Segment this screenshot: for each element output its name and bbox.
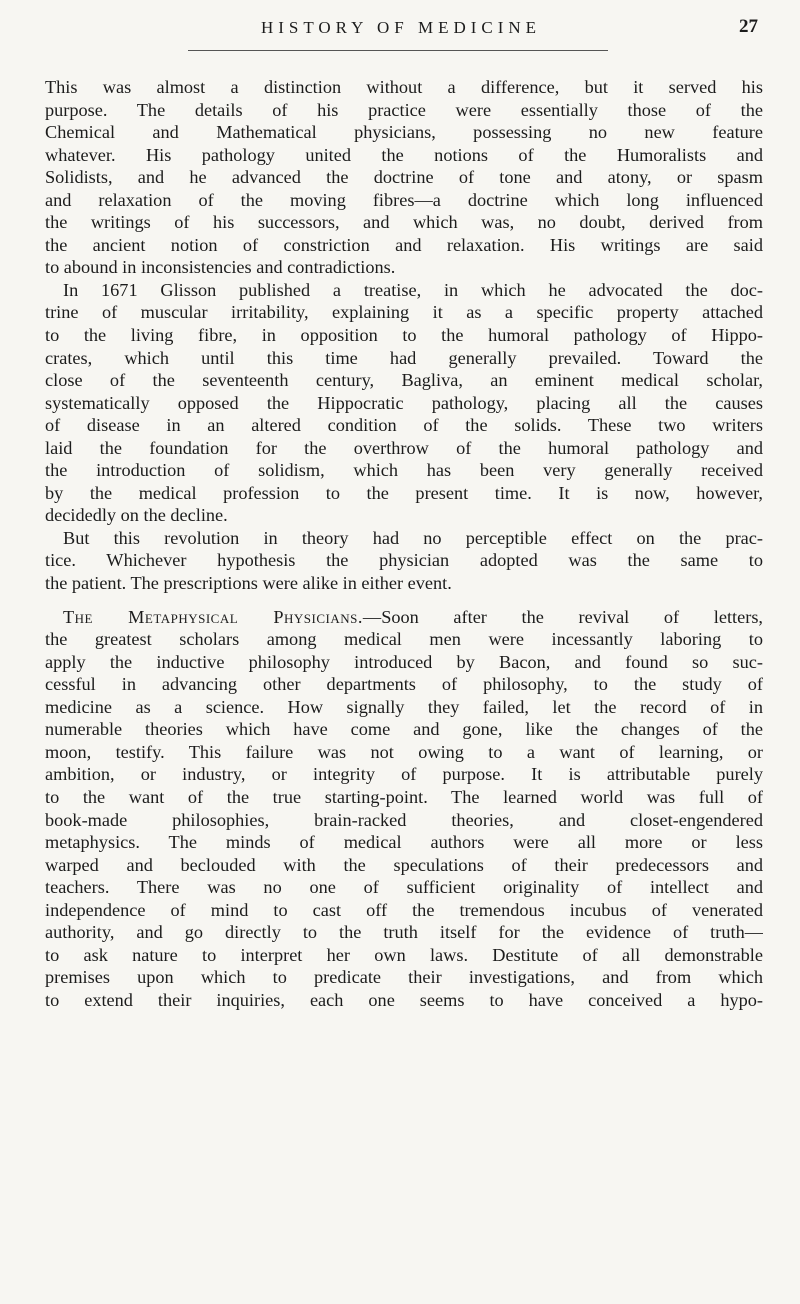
text-line: by the medical profession to the present time. It is now, however,: [45, 482, 763, 503]
text-line: whatever. His pathology united the notions of the Humoralists and: [45, 144, 763, 165]
section-gap: [45, 595, 763, 606]
text-line: decidedly on the decline.: [45, 505, 228, 526]
text-line: purpose. The details of his practice were essentially those of the: [45, 99, 763, 120]
section-metaphysical-physicians: [45, 606, 763, 1012]
text-line: of disease in an altered condition of the solids. These two writers: [45, 415, 763, 436]
text-line: In 1671 Glisson published a treatise, in which he advocated the doc-: [63, 279, 763, 300]
text-line: teachers. There was no one of sufficient originality of intellect and: [45, 877, 763, 898]
text-line: the patient. The prescriptions were alike in either event.: [45, 573, 452, 594]
text-line: Solidists, and he advanced the doctrine of tone and atony, or spasm: [45, 167, 763, 188]
paragraph-2: [45, 279, 763, 527]
running-title: HISTORY OF MEDICINE: [260, 18, 542, 37]
text-line: to the living fibre, in opposition to the humoral pathology of Hippo-: [45, 325, 763, 346]
section-heading: The Metaphysical Physicians.: [63, 606, 363, 627]
text-line: This was almost a distinction without a difference, but it served his: [45, 77, 763, 97]
text-line: apply the inductive philosophy introduced by Bacon, and found so suc-: [45, 651, 763, 672]
text-line: the greatest scholars among medical men were incessantly laboring to: [45, 629, 763, 650]
paragraph-1: [45, 76, 763, 279]
text-line: trine of muscular irritability, explaining it as a specific property attached: [45, 302, 763, 323]
paragraph-3: [45, 527, 763, 595]
text-line: But this revolution in theory had no perceptible effect on the prac-: [63, 527, 763, 548]
text-line: to extend their inquiries, each one seems to have conceived a hypo-: [45, 989, 763, 1010]
text-line: premises upon which to predicate their investigations, and from which: [45, 967, 763, 988]
text-line: laid the foundation for the overthrow of the humoral pathology and: [45, 437, 763, 458]
text-line: and relaxation of the moving fibres—a doctrine which long influenced: [45, 189, 763, 210]
text-line: ambition, or industry, or integrity of purpose. It is attributable purely: [45, 764, 763, 785]
text-line: medicine as a science. How signally they failed, let the record of in: [45, 696, 763, 717]
section-first-line: [45, 606, 763, 629]
text-line: close of the seventeenth century, Bagliva, an eminent medical scholar,: [45, 370, 763, 391]
text-line: authority, and go directly to the truth itself for the evidence of truth—: [45, 922, 763, 943]
text-line: to ask nature to interpret her own laws. Destitute of all demonstrable: [45, 944, 763, 965]
text-line: tice. Whichever hypothesis the physician adopted was the same to: [45, 550, 763, 571]
section-first-line-text: —Soon after the revival of letters,: [362, 606, 763, 627]
text-line: warped and beclouded with the speculations of their predecessors and: [45, 854, 763, 875]
text-line: numerable theories which have come and gone, like the changes of the: [45, 719, 763, 740]
text-line: to abound in inconsistencies and contradictions.: [45, 257, 396, 278]
text-line: independence of mind to cast off the tremendous incubus of venerated: [45, 899, 763, 920]
text-line: the ancient notion of constriction and relaxation. His writings are said: [45, 234, 763, 255]
text-line: book-made philosophies, brain-racked theories, and closet-engendered: [45, 809, 763, 830]
text-line: the writings of his successors, and which was, no doubt, derived from: [45, 212, 763, 233]
running-head: [42, 14, 760, 42]
text-line: metaphysics. The minds of medical authors were all more or less: [45, 832, 763, 853]
text-line: to the want of the true starting-point. The learned world was full of: [45, 786, 763, 807]
text-line: moon, testify. This failure was not owing to a want of learning, or: [45, 741, 763, 762]
text-line: crates, which until this time had generally prevailed. Toward the: [45, 347, 763, 368]
text-line: cessful in advancing other departments of philosophy, to the study of: [45, 674, 763, 695]
text-line: systematically opposed the Hippocratic pathology, placing all the causes: [45, 392, 763, 413]
text-line: the introduction of solidism, which has been very generally received: [45, 460, 763, 481]
page-number: 27: [739, 16, 758, 37]
header-rule: [188, 50, 608, 51]
text-line: Chemical and Mathematical physicians, possessing no new feature: [45, 122, 763, 143]
body-text: [45, 76, 763, 1011]
